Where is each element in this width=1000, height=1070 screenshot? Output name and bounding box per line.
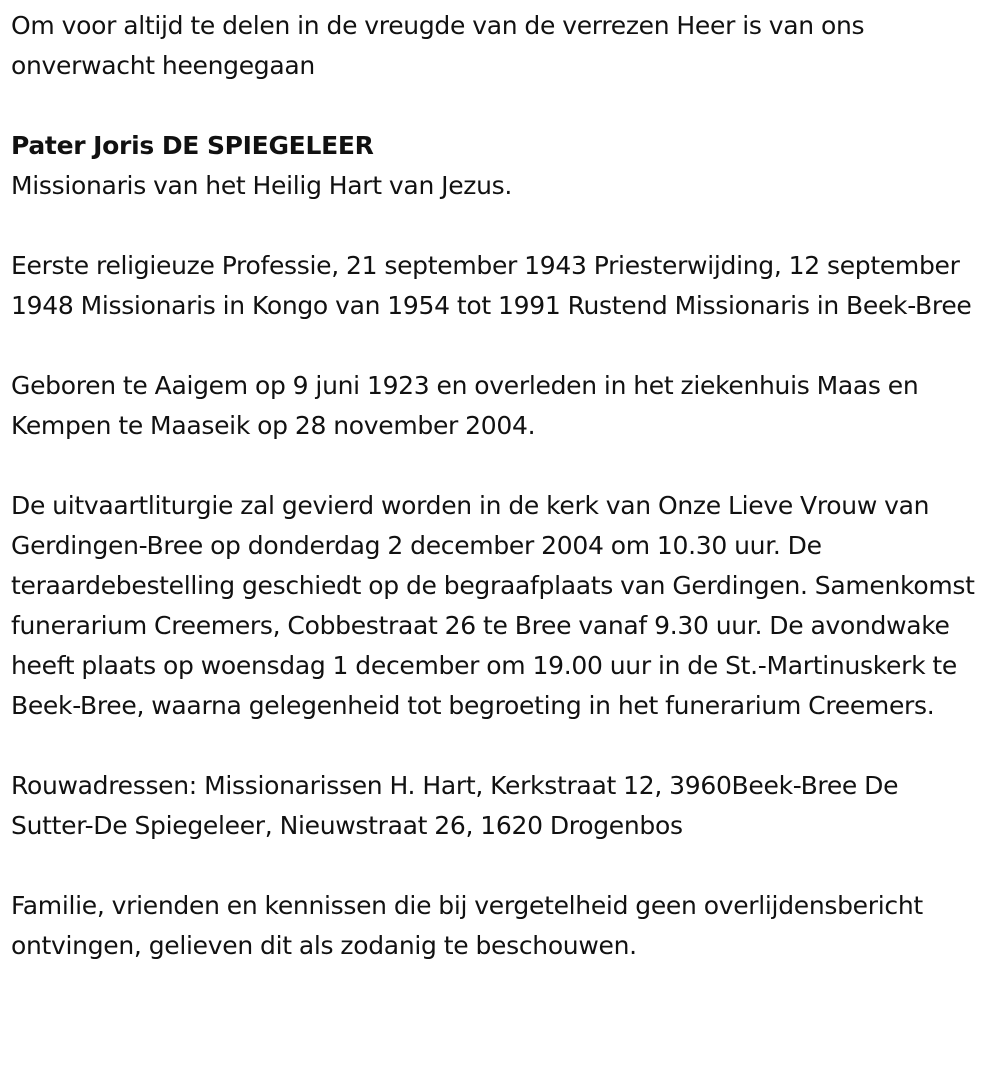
career-text: Eerste religieuze Professie, 21 september 1943 Priesterwijding, 12 september 1948 Missionaris in Kongo van 1954 tot 1991 Rustend Missionaris in Beek-Bree (11, 251, 972, 320)
closing-text: Familie, vrienden en kennissen die bij vergetelheid geen overlijdensbericht ontvingen, gelieven dit als zodanig te beschouwen. (11, 891, 923, 960)
death-notice (11, 6, 986, 966)
addresses-text: Rouwadressen: Missionarissen H. Hart, Kerkstraat 12, 3960Beek-Bree De Sutter-De Spiegeleer, Nieuwstraat 26, 1620 Drogenbos (11, 771, 899, 840)
deceased-name: Pater Joris DE SPIEGELEER (11, 131, 374, 160)
role-text: Missionaris van het Heilig Hart van Jezus. (11, 171, 513, 200)
intro-text: Om voor altijd te delen in de vreugde van de verrezen Heer is van ons onverwacht heengegaan (11, 11, 865, 80)
birth-death-text: Geboren te Aaigem op 9 juni 1923 en overleden in het ziekenhuis Maas en Kempen te Maaseik op 28 november 2004. (11, 371, 919, 440)
funeral-text: De uitvaartliturgie zal gevierd worden in de kerk van Onze Lieve Vrouw van Gerdingen-Bree op donderdag 2 december 2004 om 10.30 uur. De teraardebestelling geschiedt op de begraafplaats van Gerdingen. Samenkomst funerarium Creemers, Cobbestraat 26 te Bree vanaf 9.30 uur. De avondwake heeft plaats op woensdag 1 december om 19.00 uur in de St.-Martinuskerk te Beek-Bree, waarna gelegenheid tot begroeting in het funerarium Creemers. (11, 491, 975, 720)
